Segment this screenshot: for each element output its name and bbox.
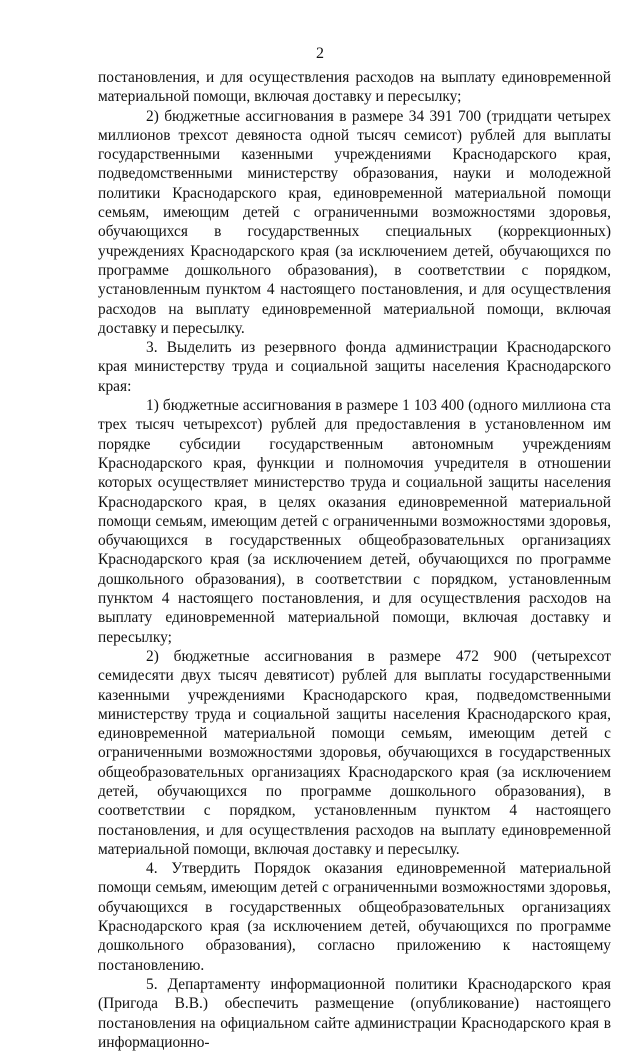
page-number: 2 bbox=[316, 45, 324, 62]
paragraph-budget-allocation-subsidy: 1) бюджетные ассигнования в размере 1 103 400 (одного миллиона ста трех тысяч четырехсот) рублей для предоставления в установленном им порядке субсидии государственным автономным учреждениям Краснодарского края, функции и полномочия учредителя в отношении которых осуществляет министерство труда и социальной защиты населения Краснодарского края, в целях оказания единовременной материальной помощи семьям, имеющим детей с ограниченными возможностями здоровья, обучающихся в государственных общеобразовательных организациях Краснодарского края (за исключением детей, обучающихся по программе дошкольного образования), в соответствии с порядком, установленным пунктом 4 настоящего постановления, и для осуществления расходов на выплату единовременной материальной помощи, включая доставку и пересылку; bbox=[98, 397, 611, 646]
paragraph-item-4: 4. Утвердить Порядок оказания единовременной материальной помощи семьям, имеющим детей с ограниченными возможностями здоровья, обучающихся в государственных общеобразовательных организациях Краснодарского края (за исключением детей, обучающихся по программе дошкольного образования), согласно приложению к настоящему постановлению. bbox=[98, 860, 611, 974]
paragraph-budget-allocation-education: 2) бюджетные ассигнования в размере 34 391 700 (тридцати четырех миллионов трехсот девяноста одной тысяч семисот) рублей для выплаты государственными казенными учреждениями Краснодарского края, подведомственными министерству образования, науки и молодежной политики Краснодарского края, единовременной материальной помощи семьям, имеющим детей с ограниченными возможностями здоровья, обучающихся в государственных специальных (коррекционных) учреждениях Краснодарского края (за исключением детей, обучающихся по программе дошкольного образования), в соответствии с порядком, установленным пунктом 4 настоящего постановления, и для осуществления расходов на выплату единовременной материальной помощи, включая доставку и пересылку. bbox=[98, 107, 611, 337]
paragraph-item-3: 3. Выделить из резервного фонда администрации Краснодарского края министерству труда и социальной защиты населения Краснодарского края: bbox=[98, 339, 611, 395]
paragraph-item-5: 5. Департаменту информационной политики Краснодарского края (Пригода В.В.) обеспечить размещение (опубликование) настоящего постановления на официальном сайте администрации Краснодарского края в информационно- bbox=[98, 975, 611, 1051]
document-body bbox=[98, 68, 611, 1052]
paragraph-budget-allocation-labor: 2) бюджетные ассигнования в размере 472 900 (четырехсот семидесяти двух тысяч девятисот) рублей для выплаты государственными казенными учреждениями Краснодарского края, подведомственными министерству труда и социальной защиты населения Краснодарского края, единовременной материальной помощи семьям, имеющим детей с ограниченными возможностями здоровья, обучающихся в государственных общеобразовательных организациях Краснодарского края (за исключением детей, обучающихся по программе дошкольного образования), в соответствии с порядком, установленным пунктом 4 настоящего постановления, и для осуществления расходов на выплату единовременной материальной помощи, включая доставку и пересылку. bbox=[98, 647, 611, 858]
paragraph-continuation: постановления, и для осуществления расходов на выплату единовременной материальной помощи, включая доставку и пересылку; bbox=[98, 69, 611, 106]
